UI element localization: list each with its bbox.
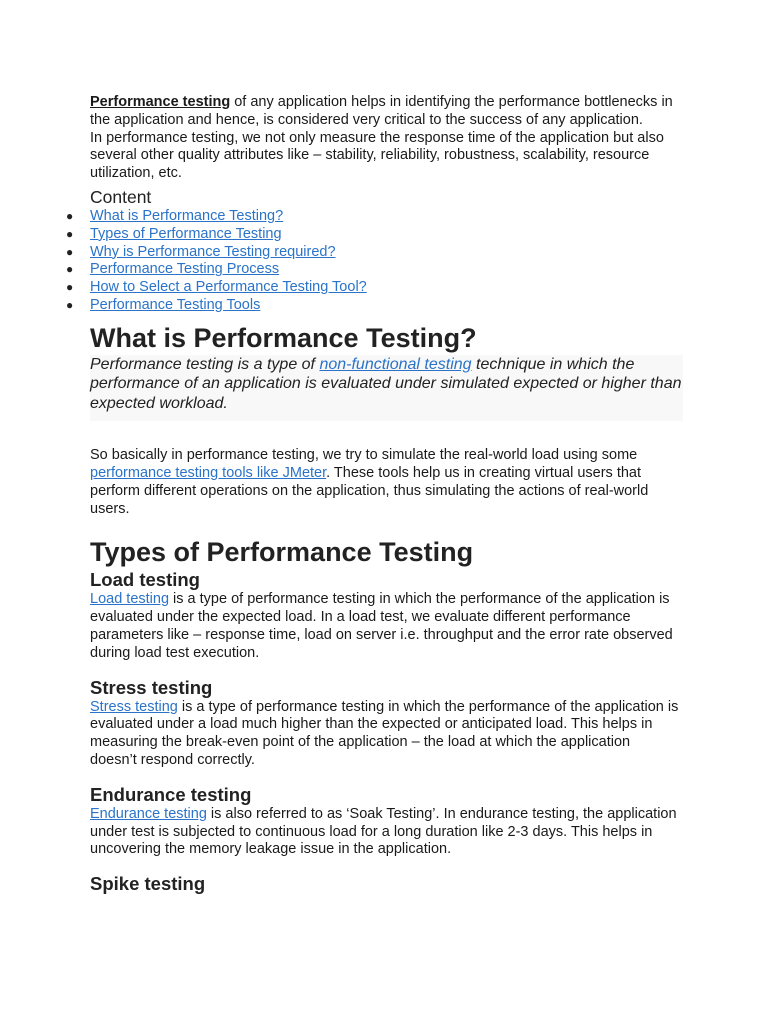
non-functional-testing-link[interactable]: non-functional testing (319, 355, 472, 373)
endurance-testing-text (90, 806, 680, 859)
toc-link-what-is[interactable]: What is Performance Testing? (90, 207, 284, 224)
stress-testing-body: is a type of performance testing in which the performance of the application is evaluated under a load much higher than the expected or anticipated load. This helps in measuring the break-even point of the application – the load at which the application doesn’t respond correctly. (90, 698, 679, 769)
toc-item (66, 296, 680, 315)
stress-testing-heading: Stress testing (90, 676, 213, 698)
toc-link-tools[interactable]: Performance Testing Tools (90, 296, 261, 313)
toc-item (66, 261, 680, 279)
load-testing-body: is a type of performance testing in which the performance of the application is evaluated under the expected load. In a load test, we evaluate different performance parameters like – response time, load on server i.e. throughput and the error rate observed during load test execution. (90, 591, 673, 661)
what-is-body (90, 447, 680, 518)
jmeter-link[interactable]: performance testing tools like JMeter (90, 465, 327, 482)
toc-link-why[interactable]: Why is Performance Testing required? (90, 243, 336, 260)
load-testing-text (90, 591, 680, 662)
toc-item (66, 279, 680, 297)
what-is-body-post: . These tools help us in creating virtual users that perform different operations on the application, thus simulating the actions of real-world users. (90, 465, 649, 517)
bullet-icon: ● (66, 244, 74, 259)
toc-heading: Content (90, 186, 152, 207)
definition-post: technique in which the performance of an application is evaluated under simulated expected or higher than expected workload. (90, 355, 682, 412)
definition-quote (90, 355, 683, 422)
definition-text (90, 355, 683, 414)
intro-text: of any application helps in identifying the performance bottlenecks in the application and hence, is considered very critical to the success of any application. (90, 94, 673, 128)
spike-testing-heading: Spike testing (90, 873, 206, 895)
stress-testing-link[interactable]: Stress testing (90, 698, 178, 715)
toc-item (66, 243, 680, 262)
what-is-heading: What is Performance Testing? (90, 322, 477, 353)
intro-paragraph (90, 94, 680, 130)
bullet-icon: ● (66, 297, 74, 312)
bullet-icon: ● (66, 262, 74, 277)
types-heading: Types of Performance Testing (90, 537, 474, 568)
endurance-testing-body: is also referred to as ‘Soak Testing’. In endurance testing, the application under test is subjected to continuous load for a long duration like 2-3 days. This helps in uncovering the memory leakage issue in the application. (90, 805, 677, 858)
bullet-icon: ● (66, 208, 74, 223)
stress-testing-text (90, 699, 680, 770)
toc-link-select-tool[interactable]: How to Select a Performance Testing Tool? (90, 279, 367, 296)
toc-link-types[interactable]: Types of Performance Testing (90, 225, 282, 242)
table-of-contents (66, 207, 680, 315)
bullet-icon: ● (66, 226, 74, 241)
what-is-body-pre: So basically in performance testing, we try to simulate the real-world load using some (90, 447, 638, 464)
toc-link-process[interactable]: Performance Testing Process (90, 261, 280, 278)
load-testing-heading: Load testing (90, 569, 200, 591)
toc-item (66, 225, 680, 244)
intro-paragraph-2: In performance testing, we not only measure the response time of the application but also several other quality attributes like – stability, reliability, robustness, scalability, resource utilization, etc. (90, 129, 664, 182)
endurance-testing-link[interactable]: Endurance testing (90, 805, 207, 822)
endurance-testing-heading: Endurance testing (90, 783, 252, 805)
bullet-icon: ● (66, 280, 74, 295)
toc-item (66, 207, 680, 226)
definition-pre: Performance testing is a type of (90, 355, 320, 373)
load-testing-link[interactable]: Load testing (90, 591, 170, 608)
article (66, 94, 682, 895)
intro-term-link[interactable]: Performance testing (90, 94, 231, 110)
